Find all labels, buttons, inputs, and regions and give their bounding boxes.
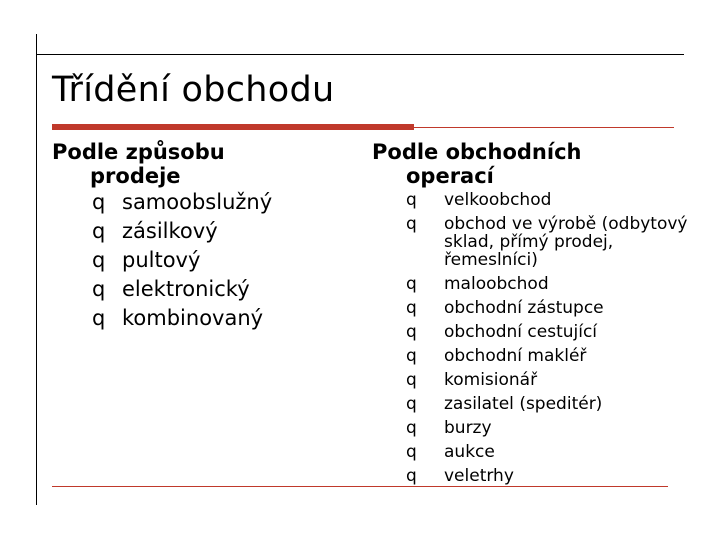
bullet-icon: q	[92, 190, 106, 214]
bullet-icon: q	[406, 466, 417, 486]
bullet-icon: q	[92, 219, 106, 243]
left-heading-line1: Podle způsobu	[52, 140, 225, 164]
list-item-label: pultový	[122, 248, 201, 272]
bullet-icon: q	[92, 277, 106, 301]
list-item-label: zásilkový	[122, 219, 218, 243]
list-item-label: veletrhy	[444, 466, 514, 486]
list-item	[52, 304, 352, 333]
left-column	[52, 140, 352, 333]
list-item	[372, 392, 692, 416]
list-item-label: zasilatel (speditér)	[444, 394, 603, 414]
list-item-label: kombinovaný	[122, 306, 264, 330]
list-item-label: samoobslužný	[122, 190, 273, 214]
list-item	[52, 275, 352, 304]
list-item-label: maloobchod	[444, 274, 549, 294]
bullet-icon: q	[406, 322, 417, 342]
right-heading-line2: operací	[406, 164, 494, 188]
list-item	[372, 272, 692, 296]
bullet-icon: q	[92, 306, 106, 330]
list-item	[372, 212, 692, 272]
right-heading	[372, 140, 692, 188]
list-item	[372, 416, 692, 440]
list-item-label: obchod ve výrobě (odbytový sklad, přímý prodej, řemeslníci)	[444, 214, 688, 270]
right-column	[372, 140, 692, 488]
list-item-label: velkoobchod	[444, 190, 552, 210]
list-item-label: obchodní cestující	[444, 322, 598, 342]
bullet-icon: q	[406, 418, 417, 438]
right-list	[372, 188, 692, 488]
bullet-icon: q	[92, 248, 106, 272]
frame-left-line	[36, 34, 37, 505]
bullet-icon: q	[406, 190, 417, 210]
list-item	[372, 464, 692, 488]
list-item-label: komisionář	[444, 370, 538, 390]
bullet-icon: q	[406, 370, 417, 390]
list-item	[372, 188, 692, 212]
bullet-icon: q	[406, 394, 417, 414]
list-item	[372, 320, 692, 344]
list-item	[372, 296, 692, 320]
list-item	[52, 217, 352, 246]
list-item	[52, 188, 352, 217]
bullet-icon: q	[406, 346, 417, 366]
bullet-icon: q	[406, 442, 417, 462]
right-heading-line1: Podle obchodních	[372, 140, 582, 164]
list-item-label: obchodní zástupce	[444, 298, 604, 318]
bullet-icon: q	[406, 274, 417, 294]
frame-top-line	[36, 54, 684, 55]
left-heading	[52, 140, 352, 188]
list-item-label: aukce	[444, 442, 495, 462]
left-list	[52, 188, 352, 333]
list-item	[372, 440, 692, 464]
list-item	[372, 368, 692, 392]
bullet-icon: q	[406, 298, 417, 318]
list-item-label: obchodní makléř	[444, 346, 587, 366]
title-underline-thin	[414, 127, 674, 128]
page-title: Třídění obchodu	[52, 70, 335, 110]
left-heading-line2: prodeje	[90, 164, 181, 188]
bullet-icon: q	[406, 214, 417, 234]
title-underline	[52, 124, 414, 130]
list-item	[52, 246, 352, 275]
list-item	[372, 344, 692, 368]
list-item-label: elektronický	[122, 277, 250, 301]
list-item-label: burzy	[444, 418, 492, 438]
